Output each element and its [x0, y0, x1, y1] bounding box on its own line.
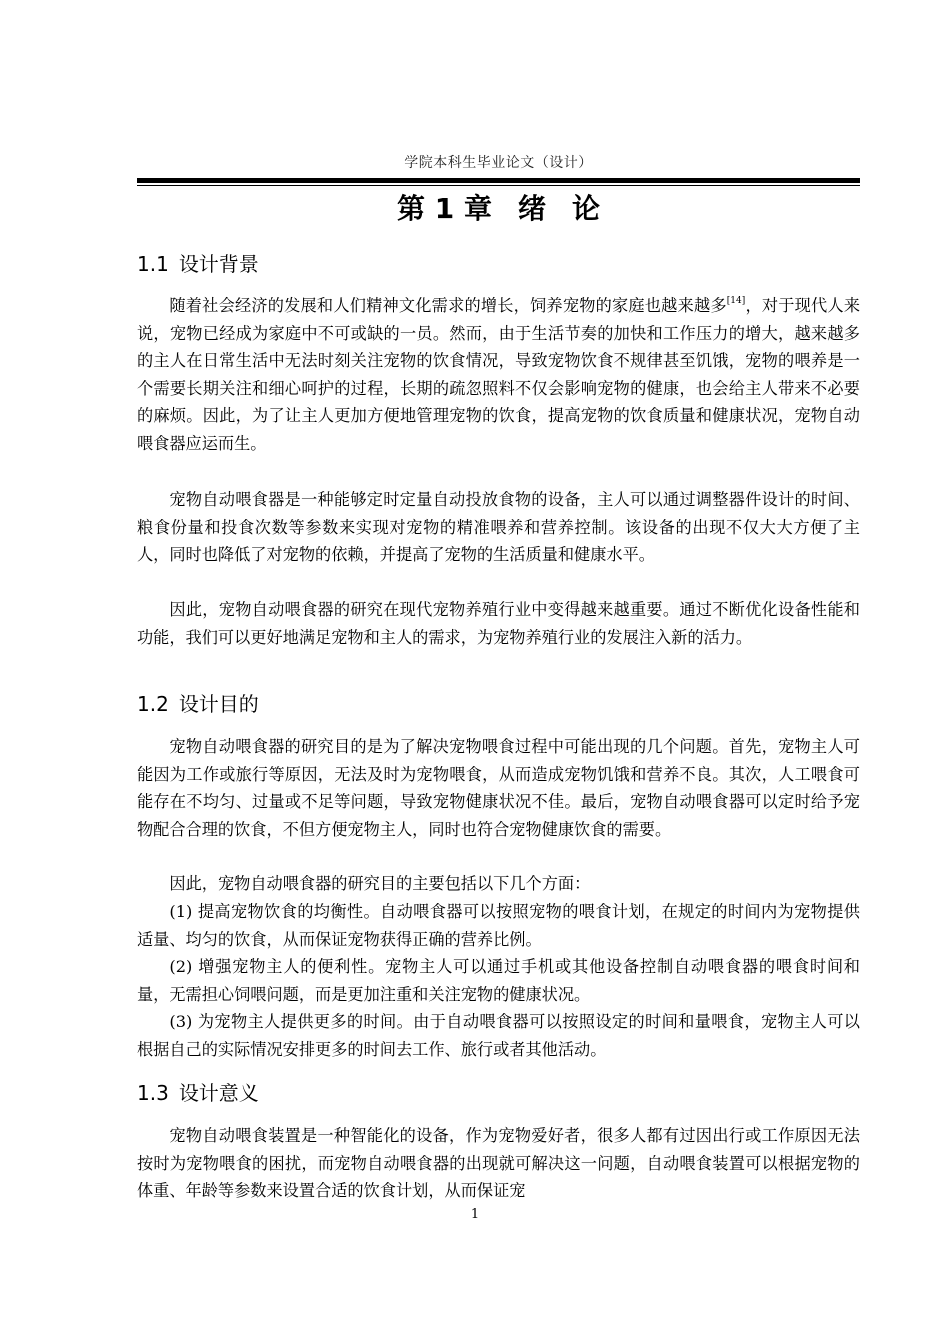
- list-item-3: (3) 为宠物主人提供更多的时间。由于自动喂食器可以按照设定的时间和量喂食，宠物主人可以根据自己的实际情况安排更多的时间去工作、旅行或者其他活动。: [137, 1012, 860, 1059]
- section-title: 设计意义: [178, 1081, 259, 1105]
- paragraph-purpose-1: 宠物自动喂食器的研究目的是为了解决宠物喂食过程中可能出现的几个问题。首先，宠物主人可能因为工作或旅行等原因，无法及时为宠物喂食，从而造成宠物饥饿和营养不良。其次，人工喂食可能存在不均匀、过量或不足等问题，导致宠物健康状况不佳。最后，宠物自动喂食器可以定时给予宠物配合合理的饮食，不但方便宠物主人，同时也符合宠物健康饮食的需要。: [137, 737, 860, 839]
- citation-ref: [14]: [726, 296, 746, 306]
- header-rule-thick: [137, 178, 860, 183]
- chapter-title-char-1: 绪: [517, 192, 546, 225]
- section-heading-1-1: [137, 250, 259, 278]
- chapter-number: 第 1 章: [396, 192, 492, 225]
- section-title: 设计目的: [178, 692, 259, 716]
- section-heading-1-2: [137, 690, 259, 718]
- header-rule-thin: [137, 185, 860, 186]
- section-number: 1.1: [137, 252, 169, 276]
- chapter-title-char-2: 论: [571, 192, 600, 225]
- section-title: 设计背景: [178, 252, 259, 276]
- paragraph-background-1: [137, 292, 860, 457]
- list-item-2: (2) 增强宠物主人的便利性。宠物主人可以通过手机或其他设备控制自动喂食器的喂食时间和量，无需担心饲喂问题，而是更加注重和关注宠物的健康状况。: [137, 957, 860, 1004]
- paragraph-background-3: 因此，宠物自动喂食器的研究在现代宠物养殖行业中变得越来越重要。通过不断优化设备性能和功能，我们可以更好地满足宠物和主人的需求，为宠物养殖行业的发展注入新的活力。: [137, 600, 860, 647]
- chapter-title: [137, 188, 860, 230]
- paragraph-text: ，对于现代人来说，宠物已经成为家庭中不可或缺的一员。然而，由于生活节奏的加快和工作压力的增大，越来越多的主人在日常生活中无法时刻关注宠物的饮食情况，导致宠物饮食不规律甚至饥饿，宠物的喂养是一个需要长期关注和细心呵护的过程，长期的疏忽照料不仅会影响宠物的健康，也会给主人带来不必要的麻烦。因此，为了让主人更加方便地管理宠物的饮食，提高宠物的饮食质量和健康状况，宠物自动喂食器应运而生。: [137, 296, 861, 453]
- paragraph-background-2: 宠物自动喂食器是一种能够定时定量自动投放食物的设备，主人可以通过调整器件设计的时间、粮食份量和投食次数等参数来实现对宠物的精准喂养和营养控制。该设备的出现不仅大大方便了主人，同时也降低了对宠物的依赖，并提高了宠物的生活质量和健康水平。: [137, 490, 860, 564]
- section-number: 1.3: [137, 1081, 169, 1105]
- section-heading-1-3: [137, 1079, 259, 1107]
- paragraph-purpose-2: 因此，宠物自动喂食器的研究目的主要包括以下几个方面：: [169, 874, 591, 893]
- section-number: 1.2: [137, 692, 169, 716]
- list-item-1: (1) 提高宠物饮食的均衡性。自动喂食器可以按照宠物的喂食计划，在规定的时间内为宠物提供适量、均匀的饮食，从而保证宠物获得正确的营养比例。: [137, 902, 860, 949]
- page-header: 学院本科生毕业论文（设计）: [404, 155, 593, 171]
- paragraph-significance-1: 宠物自动喂食装置是一种智能化的设备，作为宠物爱好者，很多人都有过因出行或工作原因无法按时为宠物喂食的困扰，而宠物自动喂食器的出现就可解决这一问题，自动喂食装置可以根据宠物的体重、年龄等参数来设置合适的饮食计划，从而保证宠: [137, 1126, 860, 1200]
- page-number: 1: [470, 1207, 480, 1222]
- paragraph-text: 随着社会经济的发展和人们精神文化需求的增长，饲养宠物的家庭也越来越多: [169, 296, 727, 315]
